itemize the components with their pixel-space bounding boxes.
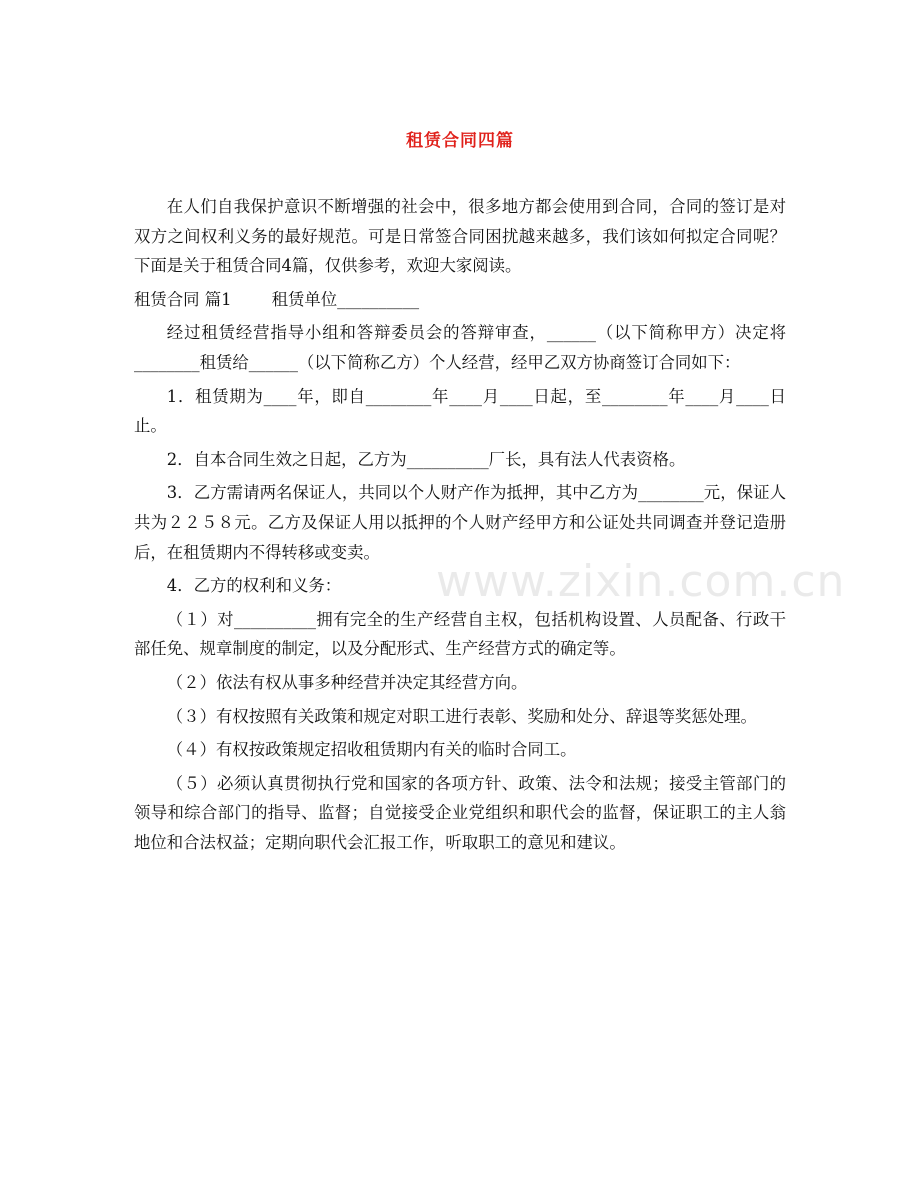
paragraph-item-5: （５）必须认真贯彻执行党和国家的各项方针、政策、法令和法规；接受主管部门的领导和综合部门的指导、监督；自觉接受企业党组织和职代会的监督，保证职工的主人翁地位和合法权益；定期向职代会汇报工作，听取职工的意见和建议。: [134, 773, 786, 852]
lessor-unit-field: 租赁单位__________: [271, 289, 420, 309]
document-body: [134, 192, 786, 861]
paragraph-item-1: （１）对__________拥有完全的生产经营自主权，包括机构设置、人员配备、行政干部任免、规章制度的制定，以及分配形式、生产经营方式的确定等。: [134, 609, 786, 659]
paragraph-item-3: （３）有权按照有关政策和规定对职工进行表彰、奖励和处分、辞退等奖惩处理。: [166, 706, 757, 726]
section-heading: [134, 285, 786, 315]
paragraph-clause-3: 3．乙方需请两名保证人，共同以个人财产作为抵押，其中乙方为________元，保证人共为２２５８元。乙方及保证人用以抵押的个人财产经甲方和公证处共同调查并登记造册后，在租赁期内不得转移或变卖。: [134, 483, 786, 562]
intro-paragraph: 在人们自我保护意识不断增强的社会中，很多地方都会使用到合同，合同的签订是对双方之间权利义务的最好规范。可是日常签合同困扰越来越多，我们该如何拟定合同呢？下面是关于租赁合同4篇，仅供参考，欢迎大家阅读。: [134, 197, 786, 276]
paragraph-item-4: （４）有权按政策规定招收租赁期内有关的临时合同工。: [166, 740, 577, 760]
paragraph-clause-1: 1．租赁期为____年，即自________年____月____日起，至________年____月____日止。: [134, 386, 786, 436]
paragraph-preamble: 经过租赁经营指导小组和答辩委员会的答辩审查，______（以下简称甲方）决定将________租赁给______（以下简称乙方）个人经营，经甲乙双方协商签订合同如下：: [134, 323, 786, 372]
section-heading-title: 租赁合同 篇1: [134, 289, 232, 309]
paragraph-clause-4: 4．乙方的权利和义务：: [166, 576, 342, 596]
paragraph-clause-2: 2．自本合同生效之日起，乙方为__________厂长，具有法人代表资格。: [166, 449, 686, 469]
paragraph-item-2: （２）依法有权从事多种经营并决定其经营方向。: [166, 672, 528, 692]
document-title: 租赁合同四篇: [406, 131, 514, 151]
watermark: www.zixin.com.cn: [436, 556, 846, 607]
